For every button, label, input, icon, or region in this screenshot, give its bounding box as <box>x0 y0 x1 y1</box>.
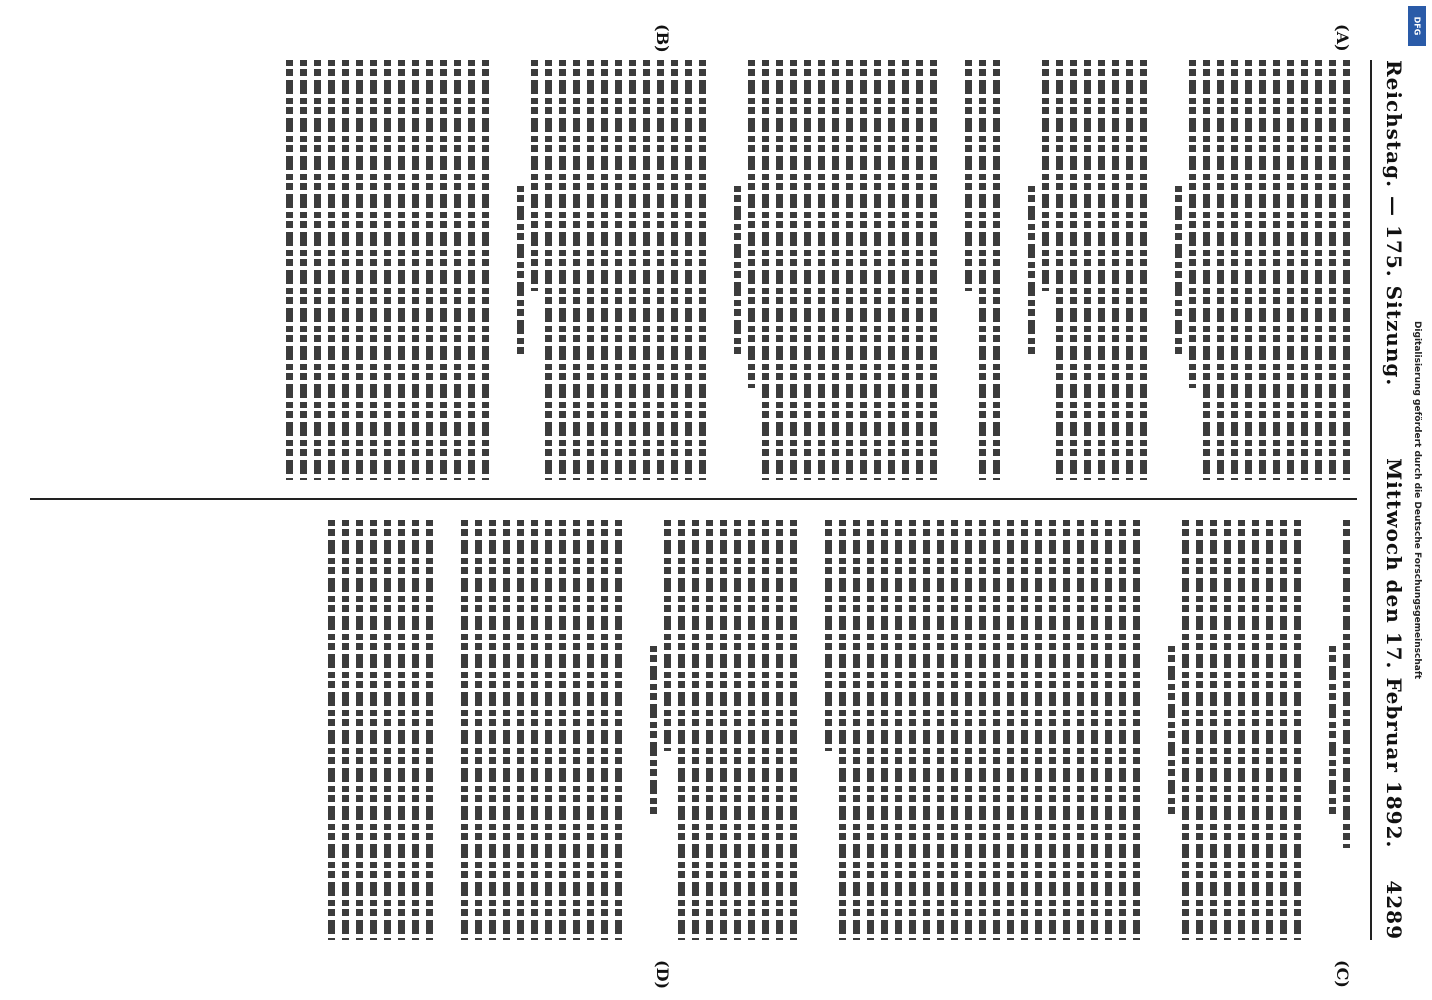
text-line <box>1273 60 1280 480</box>
text-line <box>1315 60 1322 480</box>
text-line <box>398 520 405 940</box>
text-line <box>601 60 608 480</box>
text-line <box>762 60 769 480</box>
text-line <box>573 60 580 480</box>
text-line <box>545 520 552 940</box>
text-line <box>1133 520 1140 940</box>
text-line <box>937 520 944 940</box>
text-line <box>629 60 636 480</box>
text-line <box>615 520 622 940</box>
text-line <box>1077 520 1084 940</box>
text-line <box>531 520 538 940</box>
margin-letter-c: (C) <box>1333 960 1352 988</box>
text-line <box>342 60 349 480</box>
text-line <box>860 60 867 480</box>
text-line <box>286 60 293 480</box>
paragraph-gap <box>713 60 727 480</box>
column-divider <box>30 498 1357 500</box>
header-rule <box>1370 60 1372 940</box>
paragraph-gap <box>804 520 818 940</box>
text-line <box>503 520 510 940</box>
margin-letter-d: (D) <box>653 960 672 990</box>
text-line <box>776 60 783 480</box>
text-line <box>930 60 937 480</box>
text-line <box>1035 520 1042 940</box>
header-date: Mittwoch den 17. Februar 1892. <box>1382 458 1406 849</box>
digitization-credit: Digitalisierung gefördert durch die Deutsche Forschungsgemeinschaft <box>1412 320 1422 680</box>
text-line <box>1175 186 1182 354</box>
text-line <box>720 520 727 940</box>
text-line <box>888 60 895 480</box>
text-line <box>832 60 839 480</box>
margin-letter-b: (B) <box>653 24 672 53</box>
text-line <box>454 60 461 480</box>
text-line <box>762 520 769 940</box>
paragraph-gap <box>1147 520 1161 940</box>
text-line <box>993 60 1000 480</box>
text-line <box>328 520 335 940</box>
text-line <box>1091 520 1098 940</box>
text-line <box>748 60 755 388</box>
text-line <box>1224 520 1231 940</box>
text-line <box>314 60 321 480</box>
text-line <box>1112 60 1119 480</box>
text-line <box>517 186 524 354</box>
text-line <box>1119 520 1126 940</box>
text-line <box>1294 520 1301 940</box>
text-line <box>587 60 594 480</box>
text-line <box>1343 60 1350 480</box>
text-line <box>965 520 972 940</box>
text-line <box>818 60 825 480</box>
text-line <box>916 60 923 480</box>
paragraph-gap <box>944 60 958 480</box>
header-left: Reichstag. — 175. Sitzung. <box>1382 60 1406 387</box>
text-line <box>748 520 755 940</box>
text-line <box>664 520 671 751</box>
text-line <box>1028 186 1035 354</box>
paragraph-gap <box>1154 60 1168 480</box>
text-line <box>1245 60 1252 480</box>
text-line <box>853 520 860 940</box>
text-line <box>979 520 986 940</box>
text-line <box>1329 60 1336 480</box>
paragraph-gap <box>1007 60 1021 480</box>
text-line <box>615 60 622 480</box>
text-line <box>776 520 783 940</box>
text-line <box>1266 520 1273 940</box>
text-line <box>573 520 580 940</box>
text-line <box>517 520 524 940</box>
text-line <box>671 60 678 480</box>
text-line <box>1210 520 1217 940</box>
text-line <box>426 60 433 480</box>
page-number: 4289 <box>1382 880 1406 940</box>
text-line <box>412 60 419 480</box>
text-line <box>559 60 566 480</box>
text-line <box>657 60 664 480</box>
text-line <box>874 60 881 480</box>
text-line <box>545 60 552 480</box>
text-line <box>384 60 391 480</box>
text-line <box>895 520 902 940</box>
dfg-logo: DFG <box>1408 6 1426 46</box>
text-line <box>1084 60 1091 480</box>
text-line <box>846 60 853 480</box>
text-line <box>1105 520 1112 940</box>
text-line <box>881 520 888 940</box>
text-line <box>1329 646 1336 814</box>
text-line <box>1196 520 1203 940</box>
text-line <box>356 520 363 940</box>
text-line <box>328 60 335 480</box>
text-line <box>370 520 377 940</box>
text-line <box>461 520 468 940</box>
text-column-left <box>30 60 1357 480</box>
text-line <box>356 60 363 480</box>
text-line <box>1063 520 1070 940</box>
header-right <box>1382 458 1406 940</box>
text-line <box>692 520 699 940</box>
text-line <box>678 520 685 940</box>
text-line <box>1238 520 1245 940</box>
text-line <box>706 520 713 940</box>
text-line <box>790 60 797 480</box>
text-line <box>951 520 958 940</box>
text-line <box>559 520 566 940</box>
text-line <box>993 520 1000 940</box>
text-line <box>1049 520 1056 940</box>
text-line <box>790 520 797 940</box>
text-line <box>1280 520 1287 940</box>
text-line <box>839 520 846 940</box>
paragraph-gap <box>440 520 454 940</box>
text-line <box>1140 60 1147 480</box>
text-line <box>1301 60 1308 480</box>
paragraph-gap <box>1308 520 1322 940</box>
text-line <box>979 60 986 480</box>
text-line <box>398 60 405 480</box>
text-line <box>734 520 741 940</box>
text-line <box>1056 60 1063 480</box>
text-line <box>699 60 706 480</box>
text-line <box>440 60 447 480</box>
text-line <box>587 520 594 940</box>
text-line <box>1217 60 1224 480</box>
margin-letter-a: (A) <box>1333 24 1352 52</box>
text-line <box>650 646 657 814</box>
text-line <box>965 60 972 291</box>
text-line <box>531 60 538 291</box>
text-line <box>1343 520 1350 848</box>
text-column-right <box>30 520 1357 940</box>
paragraph-gap <box>629 520 643 940</box>
text-line <box>384 520 391 940</box>
text-line <box>902 60 909 480</box>
text-line <box>1189 60 1196 388</box>
text-line <box>468 60 475 480</box>
text-line <box>342 520 349 940</box>
text-line <box>601 520 608 940</box>
text-line <box>734 186 741 354</box>
text-line <box>923 520 930 940</box>
text-line <box>1168 646 1175 814</box>
text-line <box>825 520 832 751</box>
text-line <box>1042 60 1049 291</box>
text-line <box>475 520 482 940</box>
text-line <box>1259 60 1266 480</box>
text-line <box>300 60 307 480</box>
text-line <box>1231 60 1238 480</box>
text-line <box>1287 60 1294 480</box>
text-line <box>1070 60 1077 480</box>
text-line <box>412 520 419 940</box>
text-line <box>370 60 377 480</box>
text-line <box>1203 60 1210 480</box>
text-line <box>804 60 811 480</box>
text-line <box>685 60 692 480</box>
paragraph-gap <box>496 60 510 480</box>
text-line <box>1252 520 1259 940</box>
text-line <box>643 60 650 480</box>
text-line <box>489 520 496 940</box>
text-line <box>909 520 916 940</box>
text-line <box>1007 520 1014 940</box>
text-line <box>867 520 874 940</box>
text-line <box>1182 520 1189 940</box>
text-line <box>1126 60 1133 480</box>
text-line <box>1098 60 1105 480</box>
text-line <box>482 60 489 480</box>
text-line <box>1021 520 1028 940</box>
text-line <box>426 520 433 940</box>
